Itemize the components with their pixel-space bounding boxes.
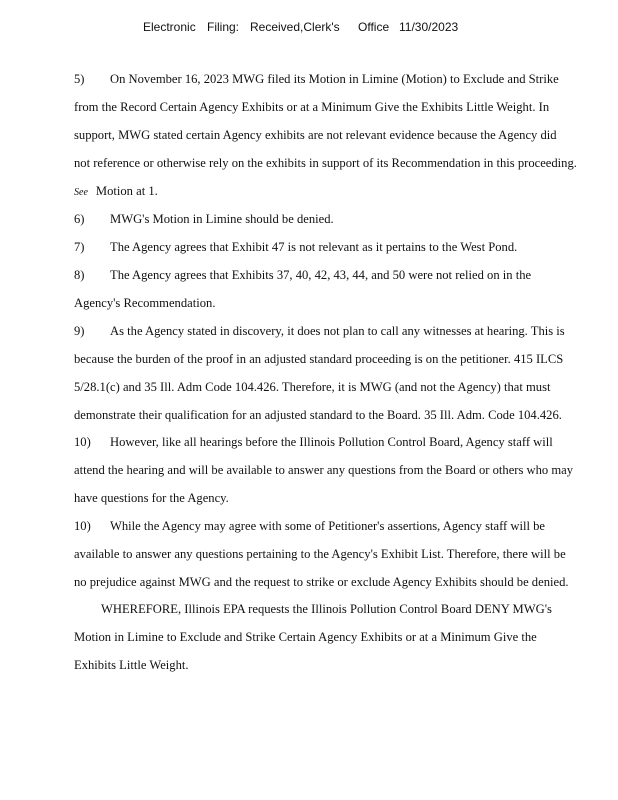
paragraph-10b-line-3: no prejudice against MWG and the request to strike or exclude Agency Exhibits should be denied. xyxy=(74,575,569,589)
paragraph-text: As the Agency stated in discovery, it does not plan to call any witnesses at hearing. This is xyxy=(110,324,565,338)
paragraph-9-line-2: because the burden of the proof in an adjusted standard proceeding is on the petitioner. 415 ILCS xyxy=(74,352,564,366)
paragraph-5-citation xyxy=(74,183,594,201)
paragraph-number: 10) xyxy=(74,435,91,449)
citation-text: Motion at 1. xyxy=(95,184,158,198)
paragraph-8-line-2: Agency's Recommendation. xyxy=(74,296,216,310)
paragraph-10a-line-3: have questions for the Agency. xyxy=(74,491,229,505)
paragraph-number: 5) xyxy=(74,72,85,86)
paragraph-number: 10) xyxy=(74,519,91,533)
paragraph-7 xyxy=(74,239,594,255)
header-received: Received,Clerk's xyxy=(250,20,340,34)
paragraph-6 xyxy=(74,211,594,227)
header-filing: Filing: xyxy=(207,20,240,34)
paragraph-text: While the Agency may agree with some of Petitioner's assertions, Agency staff will be xyxy=(110,519,546,533)
header-office: Office xyxy=(358,20,390,34)
paragraph-9-line-1 xyxy=(74,323,594,339)
paragraph-5-line-1 xyxy=(74,71,594,87)
closing-line-1: WHEREFORE, Illinois EPA requests the Illinois Pollution Control Board DENY MWG's xyxy=(101,602,552,616)
header-date: 11/30/2023 xyxy=(399,20,459,34)
paragraph-9-line-3: 5/28.1(c) and 35 Ill. Adm Code 104.426. Therefore, it is MWG (and not the Agency) that must xyxy=(74,380,551,394)
paragraph-text: The Agency agrees that Exhibit 47 is not relevant as it pertains to the West Pond. xyxy=(110,240,518,254)
paragraph-text: The Agency agrees that Exhibits 37, 40, 42, 43, 44, and 50 were not relied on in the xyxy=(110,268,532,282)
citation-signal: See xyxy=(74,187,88,198)
paragraph-text: However, like all hearings before the Illinois Pollution Control Board, Agency staff will xyxy=(110,435,553,449)
paragraph-5-line-3: support, MWG stated certain Agency exhibits are not relevant evidence because the Agency did xyxy=(74,128,557,142)
closing-line-3: Exhibits Little Weight. xyxy=(74,658,189,672)
paragraph-9-line-4: demonstrate their qualification for an adjusted standard to the Board. 35 Ill. Adm. Code 104.426. xyxy=(74,408,562,422)
paragraph-10b-line-2: available to answer any questions pertaining to the Agency's Exhibit List. Therefore, there will be xyxy=(74,547,566,561)
paragraph-text: On November 16, 2023 MWG filed its Motion in Limine (Motion) to Exclude and Strike xyxy=(110,72,559,86)
paragraph-5-line-2: from the Record Certain Agency Exhibits or at a Minimum Give the Exhibits Little Weight. In xyxy=(74,100,550,114)
paragraph-5-line-4: not reference or otherwise rely on the exhibits in support of its Recommendation in this proceeding. xyxy=(74,156,577,170)
paragraph-10b-line-1 xyxy=(74,518,594,534)
paragraph-number: 9) xyxy=(74,324,85,338)
paragraph-10a-line-2: attend the hearing and will be available to answer any questions from the Board or others who may xyxy=(74,463,574,477)
header-electronic: Electronic xyxy=(143,20,196,34)
paragraph-number: 8) xyxy=(74,268,85,282)
paragraph-number: 6) xyxy=(74,212,85,226)
paragraph-text: MWG's Motion in Limine should be denied. xyxy=(110,212,334,226)
paragraph-8-line-1 xyxy=(74,267,594,283)
closing-line-2: Motion in Limine to Exclude and Strike Certain Agency Exhibits or at a Minimum Give the xyxy=(74,630,537,644)
paragraph-10a-line-1 xyxy=(74,434,594,450)
paragraph-number: 7) xyxy=(74,240,85,254)
